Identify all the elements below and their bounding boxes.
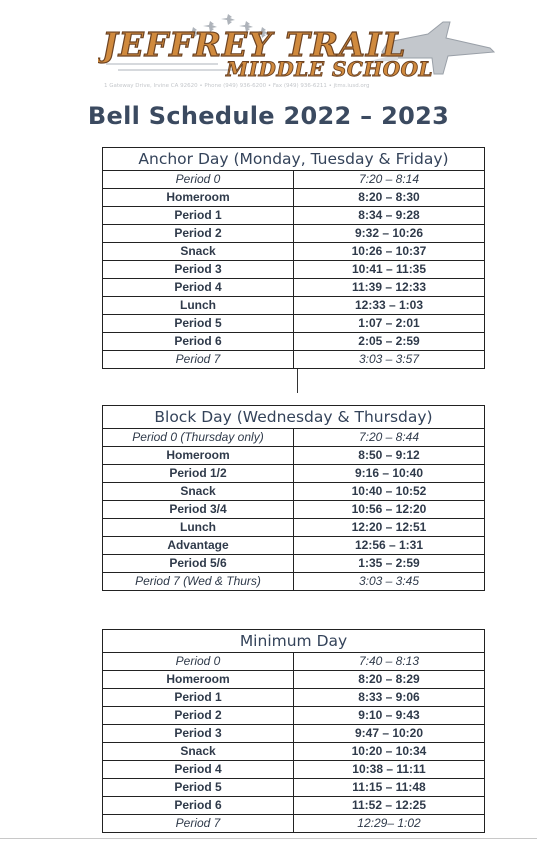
table-row bbox=[103, 261, 485, 279]
table-row bbox=[103, 279, 485, 297]
period-time: 1:07 – 2:01 bbox=[294, 315, 485, 333]
period-label: Period 5/6 bbox=[103, 555, 294, 573]
table-row bbox=[103, 779, 485, 797]
period-time: 7:20 – 8:14 bbox=[294, 171, 485, 189]
period-time: 3:03 – 3:45 bbox=[294, 573, 485, 591]
table-row bbox=[103, 653, 485, 671]
connector-line bbox=[297, 369, 298, 393]
table-row bbox=[103, 707, 485, 725]
table-row bbox=[103, 297, 485, 315]
minimum-day-table bbox=[102, 629, 485, 833]
period-time: 10:20 – 10:34 bbox=[294, 743, 485, 761]
table-row bbox=[103, 447, 485, 465]
period-label: Period 3 bbox=[103, 261, 294, 279]
period-time: 11:39 – 12:33 bbox=[294, 279, 485, 297]
period-time: 3:03 – 3:57 bbox=[294, 351, 485, 369]
period-label: Period 6 bbox=[103, 333, 294, 351]
table-row bbox=[103, 171, 485, 189]
table-row bbox=[103, 725, 485, 743]
table-row bbox=[103, 501, 485, 519]
period-label: Period 1 bbox=[103, 207, 294, 225]
period-label: Advantage bbox=[103, 537, 294, 555]
period-label: Snack bbox=[103, 743, 294, 761]
period-label: Snack bbox=[103, 483, 294, 501]
table-row bbox=[103, 189, 485, 207]
table-row bbox=[103, 519, 485, 537]
table-row bbox=[103, 689, 485, 707]
period-label: Period 3 bbox=[103, 725, 294, 743]
period-label: Period 7 bbox=[103, 351, 294, 369]
period-label: Period 4 bbox=[103, 279, 294, 297]
table-heading: Block Day (Wednesday & Thursday) bbox=[103, 406, 485, 429]
table-row bbox=[103, 243, 485, 261]
block-day-table bbox=[102, 405, 485, 591]
period-time: 8:33 – 9:06 bbox=[294, 689, 485, 707]
period-label: Period 3/4 bbox=[103, 501, 294, 519]
period-label: Lunch bbox=[103, 519, 294, 537]
table-row bbox=[103, 761, 485, 779]
period-time: 12:29– 1:02 bbox=[294, 815, 485, 833]
table-row bbox=[103, 351, 485, 369]
period-time: 10:40 – 10:52 bbox=[294, 483, 485, 501]
period-time: 8:20 – 8:30 bbox=[294, 189, 485, 207]
page-title: Bell Schedule 2022 – 2023 bbox=[87, 102, 450, 130]
svg-text:JEFFREY TRAIL: JEFFREY TRAIL bbox=[102, 25, 407, 64]
period-time: 7:40 – 8:13 bbox=[294, 653, 485, 671]
table-row bbox=[103, 743, 485, 761]
period-time: 11:52 – 12:25 bbox=[294, 797, 485, 815]
table-row bbox=[103, 573, 485, 591]
period-time: 8:20 – 8:29 bbox=[294, 671, 485, 689]
period-label: Period 4 bbox=[103, 761, 294, 779]
period-label: Period 2 bbox=[103, 225, 294, 243]
table-row bbox=[103, 797, 485, 815]
table-row bbox=[103, 315, 485, 333]
period-time: 9:10 – 9:43 bbox=[294, 707, 485, 725]
period-time: 12:33 – 1:03 bbox=[294, 297, 485, 315]
table-row bbox=[103, 429, 485, 447]
period-time: 9:32 – 10:26 bbox=[294, 225, 485, 243]
school-logo-graphic bbox=[98, 4, 498, 92]
period-time: 12:20 – 12:51 bbox=[294, 519, 485, 537]
table-heading: Anchor Day (Monday, Tuesday & Friday) bbox=[103, 148, 485, 171]
period-time: 10:56 – 12:20 bbox=[294, 501, 485, 519]
period-label: Period 2 bbox=[103, 707, 294, 725]
table-heading: Minimum Day bbox=[103, 630, 485, 653]
table-row bbox=[103, 555, 485, 573]
period-label: Homeroom bbox=[103, 189, 294, 207]
period-time: 1:35 – 2:59 bbox=[294, 555, 485, 573]
period-label: Period 1 bbox=[103, 689, 294, 707]
period-label: Lunch bbox=[103, 297, 294, 315]
period-label: Period 0 (Thursday only) bbox=[103, 429, 294, 447]
period-time: 8:34 – 9:28 bbox=[294, 207, 485, 225]
period-time: 10:41 – 11:35 bbox=[294, 261, 485, 279]
table-row bbox=[103, 333, 485, 351]
period-label: Period 7 bbox=[103, 815, 294, 833]
period-label: Homeroom bbox=[103, 671, 294, 689]
table-row bbox=[103, 483, 485, 501]
period-label: Period 1/2 bbox=[103, 465, 294, 483]
table-row bbox=[103, 465, 485, 483]
table-row bbox=[103, 815, 485, 833]
svg-text:1 Gateway Drive, Irvine CA 926: 1 Gateway Drive, Irvine CA 92620 • Phone (949) 936-6200 • Fax (949) 936-6211 • jtms.iusd.org bbox=[104, 83, 370, 89]
table-row bbox=[103, 207, 485, 225]
school-logo bbox=[98, 4, 498, 92]
period-label: Snack bbox=[103, 243, 294, 261]
period-label: Period 0 bbox=[103, 653, 294, 671]
svg-text:MIDDLE SCHOOL: MIDDLE SCHOOL bbox=[226, 57, 434, 81]
anchor-day-table bbox=[102, 147, 485, 369]
period-time: 10:38 – 11:11 bbox=[294, 761, 485, 779]
period-label: Period 0 bbox=[103, 171, 294, 189]
period-label: Period 6 bbox=[103, 797, 294, 815]
period-label: Period 5 bbox=[103, 779, 294, 797]
table-row bbox=[103, 671, 485, 689]
period-time: 10:26 – 10:37 bbox=[294, 243, 485, 261]
period-time: 9:16 – 10:40 bbox=[294, 465, 485, 483]
table-row bbox=[103, 225, 485, 243]
period-label: Homeroom bbox=[103, 447, 294, 465]
period-time: 7:20 – 8:44 bbox=[294, 429, 485, 447]
page-bottom-rule bbox=[0, 838, 537, 839]
table-row bbox=[103, 537, 485, 555]
period-label: Period 7 (Wed & Thurs) bbox=[103, 573, 294, 591]
period-time: 12:56 – 1:31 bbox=[294, 537, 485, 555]
period-time: 8:50 – 9:12 bbox=[294, 447, 485, 465]
period-time: 11:15 – 11:48 bbox=[294, 779, 485, 797]
speed-streaks-icon bbox=[106, 64, 238, 70]
period-time: 2:05 – 2:59 bbox=[294, 333, 485, 351]
period-label: Period 5 bbox=[103, 315, 294, 333]
period-time: 9:47 – 10:20 bbox=[294, 725, 485, 743]
